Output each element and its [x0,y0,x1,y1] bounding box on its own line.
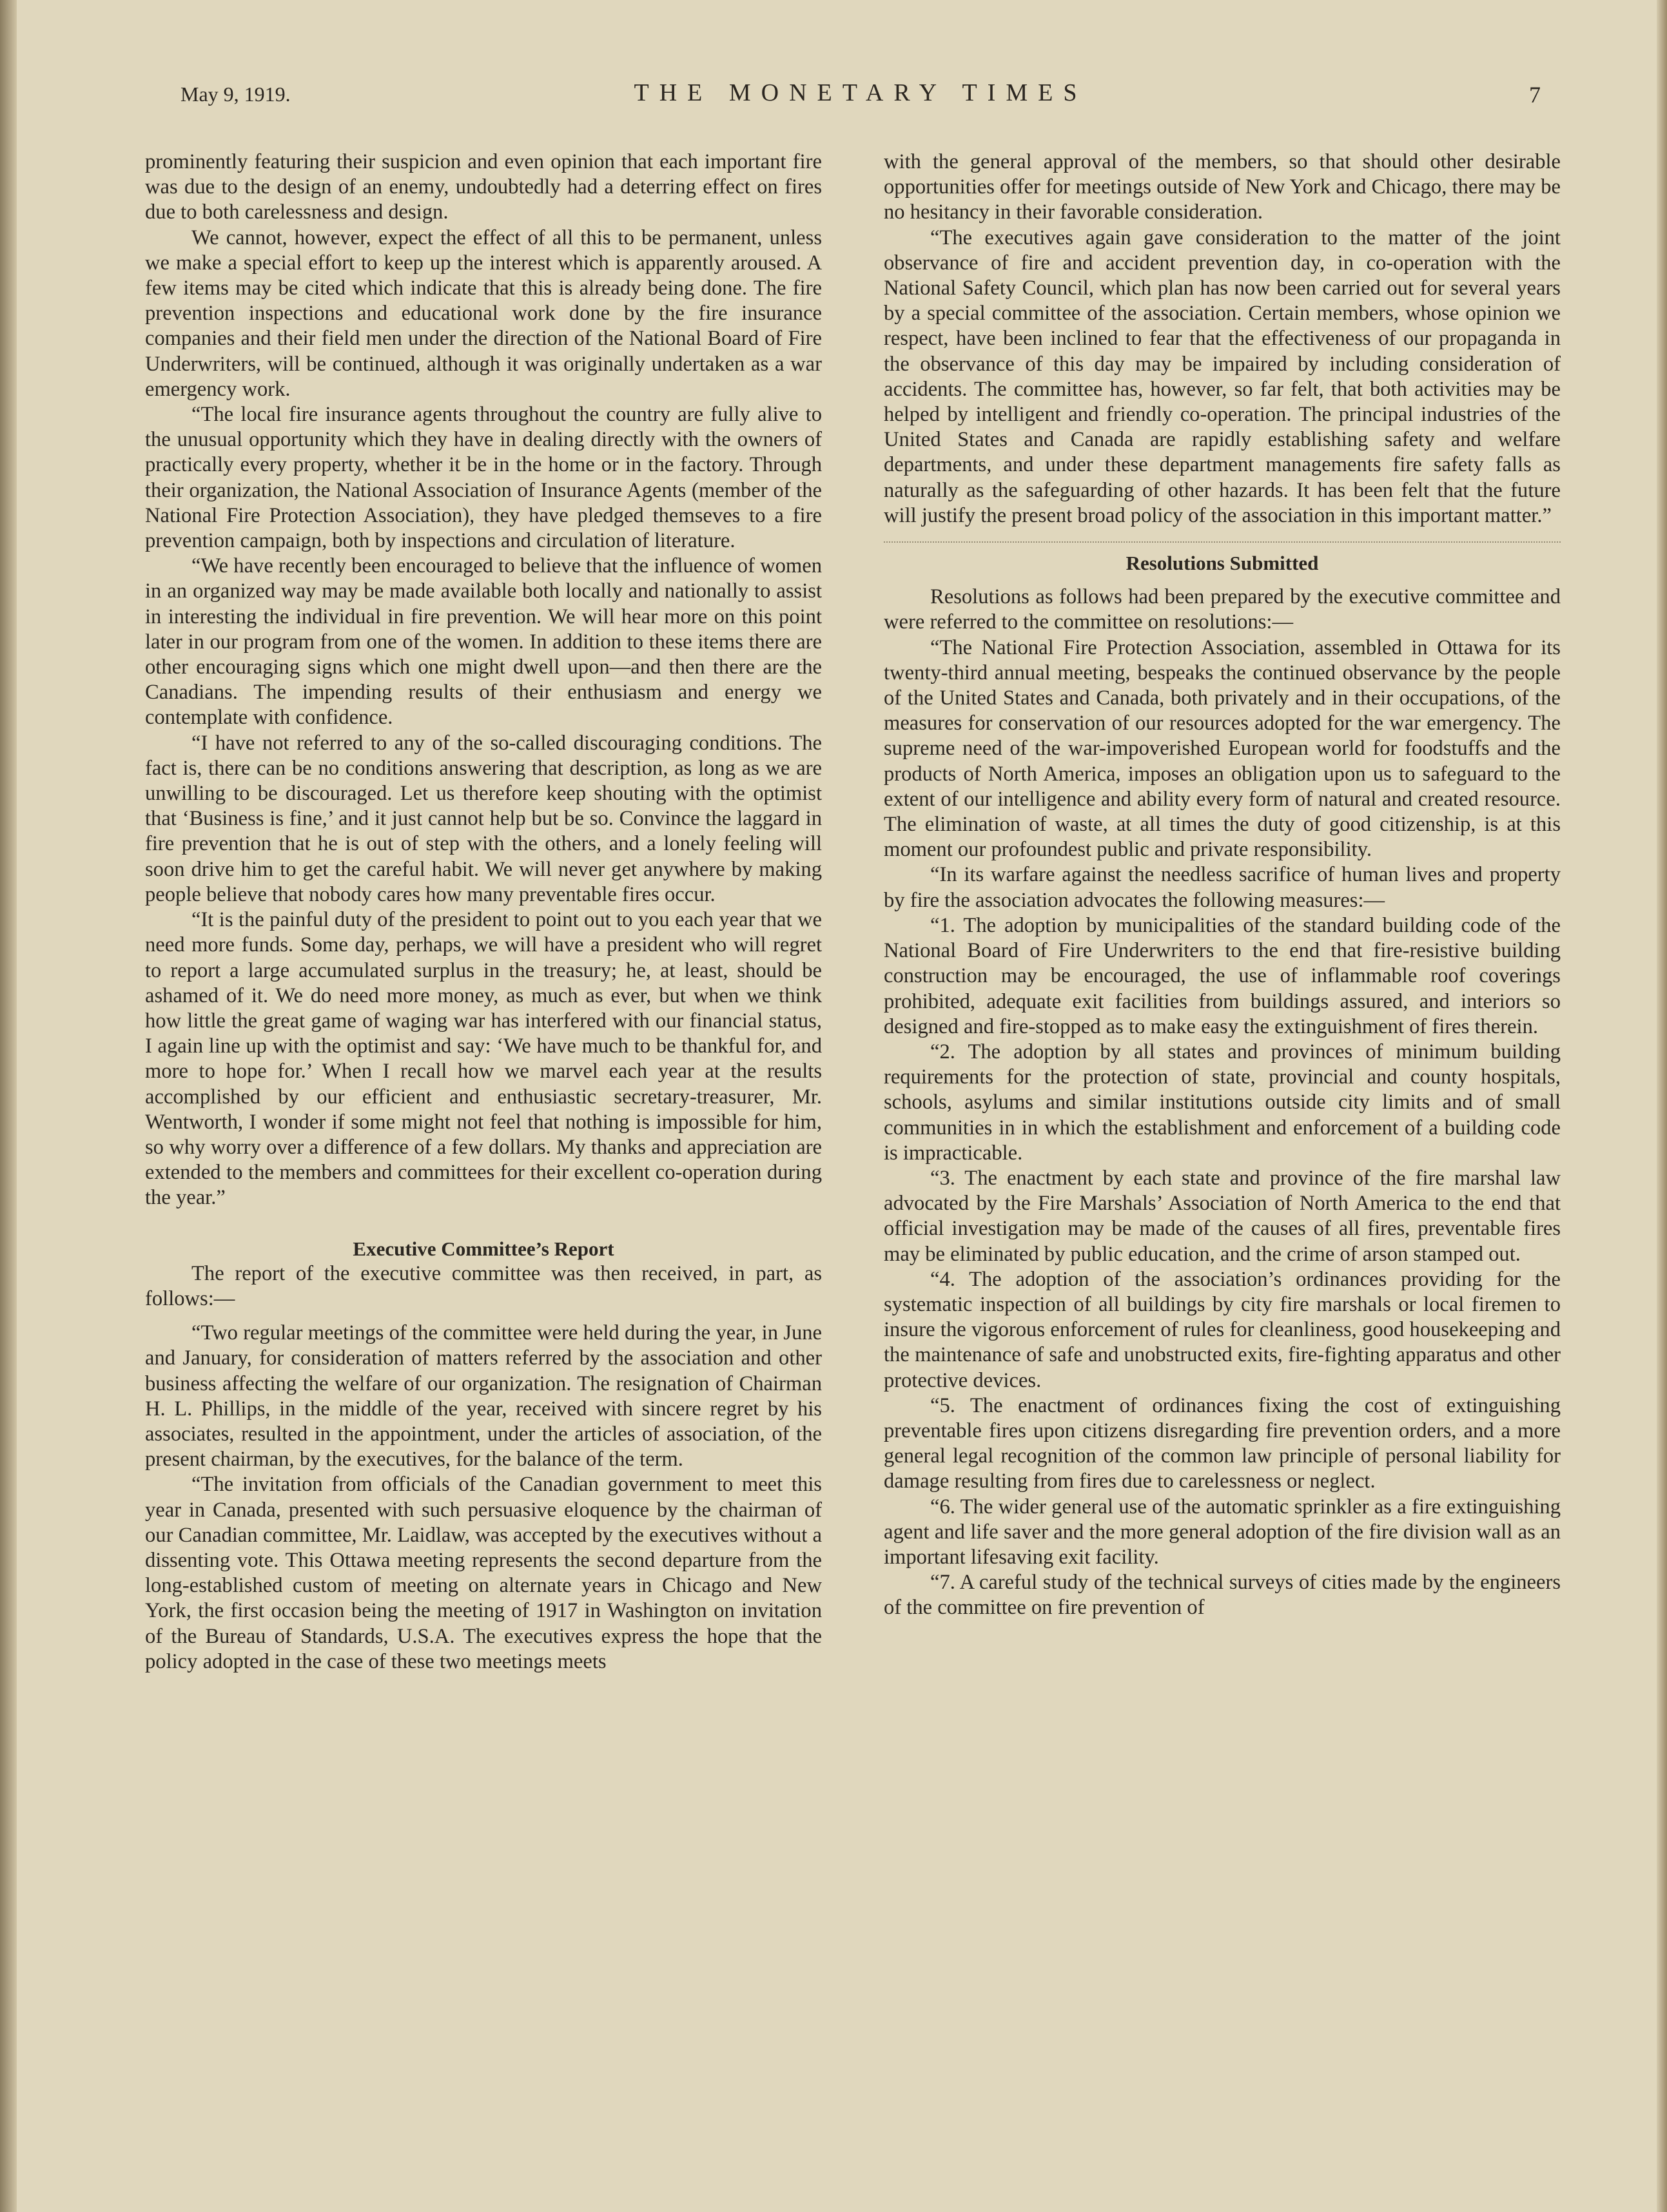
page-edge-shadow [1657,0,1667,2212]
paragraph: “3. The enactment by each state and province of the fire marshal law advocated by the Fire Marshals’ Association of North America to the end that official investigation may be made of the causes of all fires, preventable fires may be eliminated by public education, and the crime of arson stamped out. [884,1166,1561,1266]
section-heading-resolutions: Resolutions Submitted [1126,552,1319,575]
paragraph: “The National Fire Protection Association, assembled in Ottawa for its twenty-third annual meeting, bespeaks the continued observance by the people of the United States and Canada, both privately and in their occupations, of the measures for conservation of our resources adopted for the war emergency. The supreme need of the war-impoverished European world for foodstuffs and the products of North America, imposes an obligation upon us to safeguard to the extent of our intelligence and ability every form of natural and created resource. The elimination of waste, at all times the duty of good citizenship, is at this moment our profoundest public and private responsibility. [884,635,1561,862]
paragraph: We cannot, however, expect the effect of all this to be permanent, unless we make a special effort to keep up the interest which is apparently aroused. A few items may be cited which indicate that this is already being done. The fire prevention inspections and educational work done by the fire insurance companies and their field men under the direction of the National Board of Fire Underwriters, will be continued, although it was originally undertaken as a war emergency work. [145,226,822,401]
paragraph: “1. The adoption by municipalities of the standard building code of the National Board of Fire Underwriters to the end that fire-resistive building construction may be encouraged, the use of inflammable roof coverings prohibited, adequate exit facilities from buildings assured, and interiors so designed and fire-stopped as to make easy the extinguishment of fires therein. [884,913,1561,1038]
paragraph: “The invitation from officials of the Canadian government to meet this year in Canada, presented with such persuasive eloquence by the chairman of our Canadian committee, Mr. Laidlaw, was accepted by the executives without a dissenting vote. This Ottawa meeting represents the second departure from the long-established custom of meeting on alternate years in Chicago and New York, the first occasion being the meeting of 1917 in Washington on invitation of the Bureau of Standards, U.S.A. The executives express the hope that the policy adopted in the case of these two meetings meets [145,1473,822,1673]
paragraph: “5. The enactment of ordinances fixing the cost of extinguishing preventable fires upon citizens disregarding fire prevention orders, and a more general legal recognition of the common law principle of personal liability for damage resulting from fires due to carelessness or neglect. [884,1393,1561,1493]
paragraph: “4. The adoption of the association’s ordinances providing for the systematic inspection of all buildings by city fire marshals or local firemen to insure the vigorous enforcement of rules for cleanliness, good housekeeping and the maintenance of safe and unobstructed exits, fire-fighting apparatus and other protective devices. [884,1267,1561,1392]
paragraph: “I have not referred to any of the so-called discouraging conditions. The fact is, there can be no conditions answering that description, as long as we are unwilling to be discouraged. Let us therefore keep shouting with the optimist that ‘Business is fine,’ and it just cannot help but be so. Convince the laggard in fire prevention that he is out of step with the others, and a lonely feeling will soon drive him to get the careful habit. We will never get anywhere by making people believe that nobody cares how many preventable fires occur. [145,731,822,906]
page-number: 7 [1529,82,1541,108]
paragraph: “Two regular meetings of the committee were held during the year, in June and January, for consideration of matters referred by the association and other business affecting the welfare of our organization. The resignation of Chairman H. L. Phillips, in the middle of the year, received with sincere regret by his associates, resulted in the appointment, under the articles of association, of the present chairman, by the executives, for the balance of the term. [145,1321,822,1471]
paragraph: “It is the painful duty of the president to point out to you each year that we need more funds. Some day, perhaps, we will have a president who will regret to report a large accumulated surplus in the treasury; he, at least, should be ashamed of it. We do need more money, as much as ever, but when we think how little the great game of waging war has interfered with our financial status, I again line up with the optimist and say: ‘We have much to be thankful for, and more to hope for.’ When I recall how we marvel each year at the results accomplished by our efficient and enthusiastic secretary-treasurer, Mr. Wentworth, I wonder if some might not feel that nothing is impossible for him, so why worry over a difference of a few dollars. My thanks and appreciation are extended to the members and committees for their excellent co-operation during the year.” [145,908,822,1210]
paragraph: “In its warfare against the needless sacrifice of human lives and property by fire the association advocates the following measures:— [884,863,1561,912]
paragraph: prominently featuring their suspicion and even opinion that each important fire was due to the design of an enemy, undoubtedly had a deterring effect on fires due to both carelessness and design. [145,150,822,224]
right-column [884,150,1561,1621]
paragraph: Resolutions as follows had been prepared by the executive committee and were referred to the committee on resolutions:— [884,585,1561,634]
paragraph: “The executives again gave consideration to the matter of the joint observance of fire and accident prevention day, in co-operation with the National Safety Council, which plan has now been carried out for several years by a special committee of the association. Certain members, whose opinion we respect, have been inclined to fear that the effectiveness of our propaganda in the observance of this day may be impaired by including consideration of accidents. The committee has, however, so far felt, that both activities may be helped by intelligent and friendly co-operation. The principal industries of the United States and Canada are rapidly establishing safety and welfare departments, and under these department managements fire safety falls as naturally as the safeguarding of other hazards. It has been felt that the future will justify the present broad policy of the association in this important matter.” [884,226,1561,527]
issue-date: May 9, 1919. [180,82,291,106]
paragraph: “The local fire insurance agents throughout the country are fully alive to the unusual opportunity which they have in dealing directly with the owners of practically every property, whether it be in the home or in the factory. Through their organization, the National Association of Insurance Agents (member of the National Fire Protection Association), they have pledged themseves to a fire prevention campaign, both by inspections and circulation of literature. [145,403,822,553]
spacer [145,1312,822,1321]
paragraph: “2. The adoption by all states and provinces of minimum building requirements for the protection of state, provincial and county hospitals, schools, asylums and similar institutions outside city limits and of small communities in in which the establishment and enforcement of a building code is impracticable. [884,1040,1561,1165]
section-heading-executive-report: Executive Committee’s Report [353,1237,614,1260]
page-gutter-shadow [0,0,17,2212]
running-header [180,79,1541,117]
paragraph: “6. The wider general use of the automatic sprinkler as a fire extinguishing agent and life saver and the more general adoption of the fire division wall as an important lifesaving exit facility. [884,1495,1561,1569]
paragraph: with the general approval of the members, so that should other desirable opportunities offer for meetings outside of New York and Chicago, there may be no hesitancy in their favorable consideration. [884,150,1561,224]
spacer [884,576,1561,585]
paragraph: “We have recently been encouraged to believe that the influence of women in an organized way may be made available both locally and nationally to assist in interesting the individual in fire prevention. We will hear more on this point later in our program from one of the women. In addition to these items there are other encouraging signs which one might dwell upon—and then there are the Canadians. The impending results of their enthusiasm and energy we contemplate with confidence. [145,554,822,730]
paragraph: “7. A careful study of the technical surveys of cities made by the engineers of the committee on fire prevention of [884,1571,1561,1620]
publication-title: THE MONETARY TIMES [634,79,1087,106]
paragraph: The report of the executive committee was then received, in part, as follows:— [145,1261,822,1310]
section-divider [884,541,1561,558]
left-column [145,150,822,1674]
